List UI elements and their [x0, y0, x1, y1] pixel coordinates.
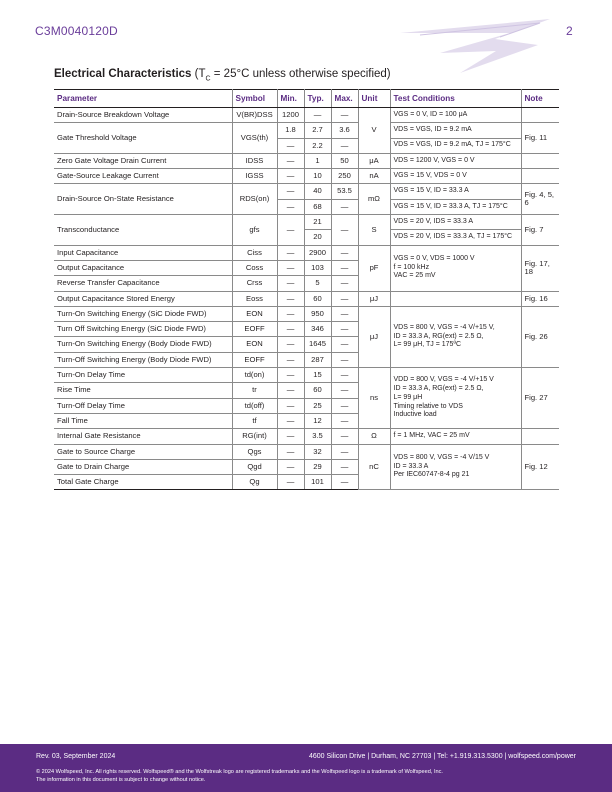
typ-cell: 1 [304, 153, 331, 168]
conditions-cell [390, 291, 521, 306]
col-header-note: Note [521, 90, 559, 108]
max-cell: 53.5 [331, 184, 358, 199]
symbol-cell: VGS(th) [232, 123, 277, 154]
conditions-cell: VDS = 800 V, VGS = -4 V/15 V ID = 33.3 A Per IEC60747-8-4 pg 21 [390, 444, 521, 490]
typ-cell: 2.2 [304, 138, 331, 153]
min-cell: — [277, 260, 304, 275]
title-condition-a: (T [191, 68, 206, 80]
section-title-main: Electrical Characteristics [54, 68, 192, 80]
unit-cell: μA [358, 153, 390, 168]
part-number: C3M0040120D [35, 24, 118, 38]
min-cell: — [277, 184, 304, 199]
max-cell: — [331, 429, 358, 444]
title-condition-sub: C [205, 75, 211, 83]
max-cell: — [331, 459, 358, 474]
param-cell: Output Capacitance Stored Energy [54, 291, 232, 306]
typ-cell: 103 [304, 260, 331, 275]
symbol-cell: td(on) [232, 368, 277, 383]
min-cell: — [277, 245, 304, 260]
unit-cell: Ω [358, 429, 390, 444]
note-cell: Fig. 27 [521, 368, 559, 429]
conditions-cell: VGS = 15 V, VDS = 0 V [390, 169, 521, 184]
param-cell: Zero Gate Voltage Drain Current [54, 153, 232, 168]
table-row [54, 444, 559, 459]
typ-cell: 25 [304, 398, 331, 413]
typ-cell: 287 [304, 352, 331, 367]
col-header-test-conditions: Test Conditions [390, 90, 521, 108]
param-cell: Turn-On Switching Energy (SiC Diode FWD) [54, 306, 232, 321]
note-cell: Fig. 17, 18 [521, 245, 559, 291]
param-cell: Turn-Off Delay Time [54, 398, 232, 413]
min-cell: — [277, 138, 304, 153]
max-cell: — [331, 291, 358, 306]
param-cell: Gate-Source Leakage Current [54, 169, 232, 184]
note-cell: Fig. 4, 5, 6 [521, 184, 559, 215]
typ-cell: 15 [304, 368, 331, 383]
unit-cell: V [358, 108, 390, 154]
note-cell [521, 153, 559, 168]
param-cell: Drain-Source On-State Resistance [54, 184, 232, 215]
symbol-cell: Qg [232, 475, 277, 490]
symbol-cell: EOFF [232, 322, 277, 337]
max-cell: 50 [331, 153, 358, 168]
typ-cell: — [304, 108, 331, 123]
min-cell: 1200 [277, 108, 304, 123]
param-cell: Drain-Source Breakdown Voltage [54, 108, 232, 123]
copyright-notice [36, 768, 443, 784]
typ-cell: 32 [304, 444, 331, 459]
conditions-cell: VGS = 15 V, ID = 33.3 A [390, 184, 521, 199]
param-cell: Gate Threshold Voltage [54, 123, 232, 154]
min-cell: — [277, 276, 304, 291]
note-cell: Fig. 12 [521, 444, 559, 490]
table-header-row [54, 90, 559, 108]
conditions-cell: VDS = 800 V, VGS = -4 V/+15 V, ID = 33.3 A, RG(ext) = 2.5 Ω, L= 99 μH, TJ = 175ºC [390, 306, 521, 367]
symbol-cell: IDSS [232, 153, 277, 168]
conditions-cell: VDS = 20 V, IDS = 33.3 A [390, 215, 521, 230]
symbol-cell: Eoss [232, 291, 277, 306]
param-cell: Transconductance [54, 215, 232, 246]
symbol-cell: Qgd [232, 459, 277, 474]
table-row [54, 291, 559, 306]
unit-cell: nA [358, 169, 390, 184]
note-cell: Fig. 26 [521, 306, 559, 367]
min-cell: 1.8 [277, 123, 304, 138]
copyright-line-2: The information in this document is subject to change without notice. [36, 777, 206, 784]
param-cell: Reverse Transfer Capacitance [54, 276, 232, 291]
table-row [54, 306, 559, 321]
min-cell: — [277, 291, 304, 306]
symbol-cell: EON [232, 306, 277, 321]
param-cell: Total Gate Charge [54, 475, 232, 490]
note-cell: Fig. 7 [521, 215, 559, 246]
typ-cell: 68 [304, 199, 331, 214]
max-cell: — [331, 215, 358, 246]
page-footer [0, 744, 612, 792]
typ-cell: 60 [304, 291, 331, 306]
min-cell: — [277, 459, 304, 474]
max-cell: 3.6 [331, 123, 358, 138]
col-header-parameter: Parameter [54, 90, 232, 108]
max-cell: 250 [331, 169, 358, 184]
symbol-cell: td(off) [232, 398, 277, 413]
unit-cell: μJ [358, 306, 390, 367]
symbol-cell: Coss [232, 260, 277, 275]
title-condition-b: = 25°C unless otherwise specified) [210, 68, 391, 80]
unit-cell: pF [358, 245, 390, 291]
typ-cell: 60 [304, 383, 331, 398]
min-cell: — [277, 322, 304, 337]
symbol-cell: EON [232, 337, 277, 352]
param-cell: Input Capacitance [54, 245, 232, 260]
unit-cell: μJ [358, 291, 390, 306]
param-cell: Fall Time [54, 413, 232, 428]
min-cell: — [277, 306, 304, 321]
param-cell: Output Capacitance [54, 260, 232, 275]
unit-cell: S [358, 215, 390, 246]
typ-cell: 346 [304, 322, 331, 337]
symbol-cell: EOFF [232, 352, 277, 367]
param-cell: Gate to Drain Charge [54, 459, 232, 474]
min-cell: — [277, 215, 304, 246]
col-header-symbol: Symbol [232, 90, 277, 108]
conditions-cell: VDS = VGS, ID = 9.2 mA, TJ = 175°C [390, 138, 521, 153]
col-header-min: Min. [277, 90, 304, 108]
param-cell: Gate to Source Charge [54, 444, 232, 459]
conditions-cell: VGS = 0 V, ID = 100 μA [390, 108, 521, 123]
table-row [54, 215, 559, 230]
typ-cell: 2900 [304, 245, 331, 260]
max-cell: — [331, 337, 358, 352]
max-cell: — [331, 199, 358, 214]
symbol-cell: Ciss [232, 245, 277, 260]
symbol-cell: Qgs [232, 444, 277, 459]
table-row [54, 153, 559, 168]
max-cell: — [331, 306, 358, 321]
symbol-cell: V(BR)DSS [232, 108, 277, 123]
min-cell: — [277, 444, 304, 459]
typ-cell: 12 [304, 413, 331, 428]
unit-cell: ns [358, 368, 390, 429]
min-cell: — [277, 413, 304, 428]
conditions-cell: VGS = 15 V, ID = 33.3 A, TJ = 175°C [390, 199, 521, 214]
max-cell: — [331, 260, 358, 275]
note-cell [521, 429, 559, 444]
max-cell: — [331, 413, 358, 428]
wolfstreak-logo-icon [400, 15, 560, 77]
conditions-cell: VDS = VGS, ID = 9.2 mA [390, 123, 521, 138]
unit-cell: nC [358, 444, 390, 490]
min-cell: — [277, 475, 304, 490]
max-cell: — [331, 475, 358, 490]
section-title [54, 68, 391, 82]
max-cell: — [331, 276, 358, 291]
table-row [54, 245, 559, 260]
param-cell: Rise Time [54, 383, 232, 398]
page-number: 2 [566, 24, 573, 38]
col-header-typ: Typ. [304, 90, 331, 108]
max-cell: — [331, 322, 358, 337]
symbol-cell: RG(int) [232, 429, 277, 444]
min-cell: — [277, 352, 304, 367]
max-cell: — [331, 383, 358, 398]
symbol-cell: gfs [232, 215, 277, 246]
max-cell: — [331, 245, 358, 260]
symbol-cell: IGSS [232, 169, 277, 184]
typ-cell: 20 [304, 230, 331, 245]
max-cell: — [331, 368, 358, 383]
table-row [54, 368, 559, 383]
max-cell: — [331, 398, 358, 413]
note-cell [521, 108, 559, 123]
symbol-cell: RDS(on) [232, 184, 277, 215]
conditions-cell: f = 1 MHz, VAC = 25 mV [390, 429, 521, 444]
typ-cell: 29 [304, 459, 331, 474]
typ-cell: 1645 [304, 337, 331, 352]
max-cell: — [331, 352, 358, 367]
min-cell: — [277, 398, 304, 413]
min-cell: — [277, 153, 304, 168]
symbol-cell: tf [232, 413, 277, 428]
typ-cell: 40 [304, 184, 331, 199]
conditions-cell: VDD = 800 V, VGS = -4 V/+15 V ID = 33.3 A, RG(ext) = 2.5 Ω, L= 99 μH Timing relative to VDS Inductive load [390, 368, 521, 429]
table-row [54, 184, 559, 199]
typ-cell: 101 [304, 475, 331, 490]
min-cell: — [277, 383, 304, 398]
param-cell: Turn-On Delay Time [54, 368, 232, 383]
min-cell: — [277, 337, 304, 352]
typ-cell: 5 [304, 276, 331, 291]
table-row [54, 108, 559, 123]
typ-cell: 10 [304, 169, 331, 184]
contact-address: 4600 Silicon Drive | Durham, NC 27703 | Tel: +1.919.313.5300 | wolfspeed.com/power [308, 753, 576, 760]
min-cell: — [277, 429, 304, 444]
typ-cell: 3.5 [304, 429, 331, 444]
typ-cell: 21 [304, 215, 331, 230]
typ-cell: 950 [304, 306, 331, 321]
max-cell: — [331, 444, 358, 459]
note-cell: Fig. 16 [521, 291, 559, 306]
table-row [54, 429, 559, 444]
max-cell: — [331, 138, 358, 153]
electrical-characteristics-table [54, 89, 559, 490]
unit-cell: mΩ [358, 184, 390, 215]
copyright-line-1: © 2024 Wolfspeed, Inc. All rights reserved. Wolfspeed® and the Wolfstreak logo are registered trademarks and the Wolfspeed logo is a trademark of Wolfspeed, Inc. [36, 769, 443, 775]
table-row [54, 169, 559, 184]
symbol-cell: Crss [232, 276, 277, 291]
param-cell: Turn-On Switching Energy (Body Diode FWD) [54, 337, 232, 352]
symbol-cell: tr [232, 383, 277, 398]
param-cell: Internal Gate Resistance [54, 429, 232, 444]
min-cell: — [277, 368, 304, 383]
typ-cell: 2.7 [304, 123, 331, 138]
conditions-cell: VDS = 20 V, IDS = 33.3 A, TJ = 175°C [390, 230, 521, 245]
col-header-max: Max. [331, 90, 358, 108]
min-cell: — [277, 199, 304, 214]
param-cell: Turn Off Switching Energy (SiC Diode FWD) [54, 322, 232, 337]
revision-text: Rev. 03, September 2024 [36, 753, 116, 760]
col-header-unit: Unit [358, 90, 390, 108]
param-cell: Turn-Off Switching Energy (Body Diode FWD) [54, 352, 232, 367]
conditions-cell: VDS = 1200 V, VGS = 0 V [390, 153, 521, 168]
note-cell: Fig. 11 [521, 123, 559, 154]
max-cell: — [331, 108, 358, 123]
conditions-cell: VGS = 0 V, VDS = 1000 V f = 100 kHz VAC = 25 mV [390, 245, 521, 291]
note-cell [521, 169, 559, 184]
table-row [54, 123, 559, 138]
min-cell: — [277, 169, 304, 184]
